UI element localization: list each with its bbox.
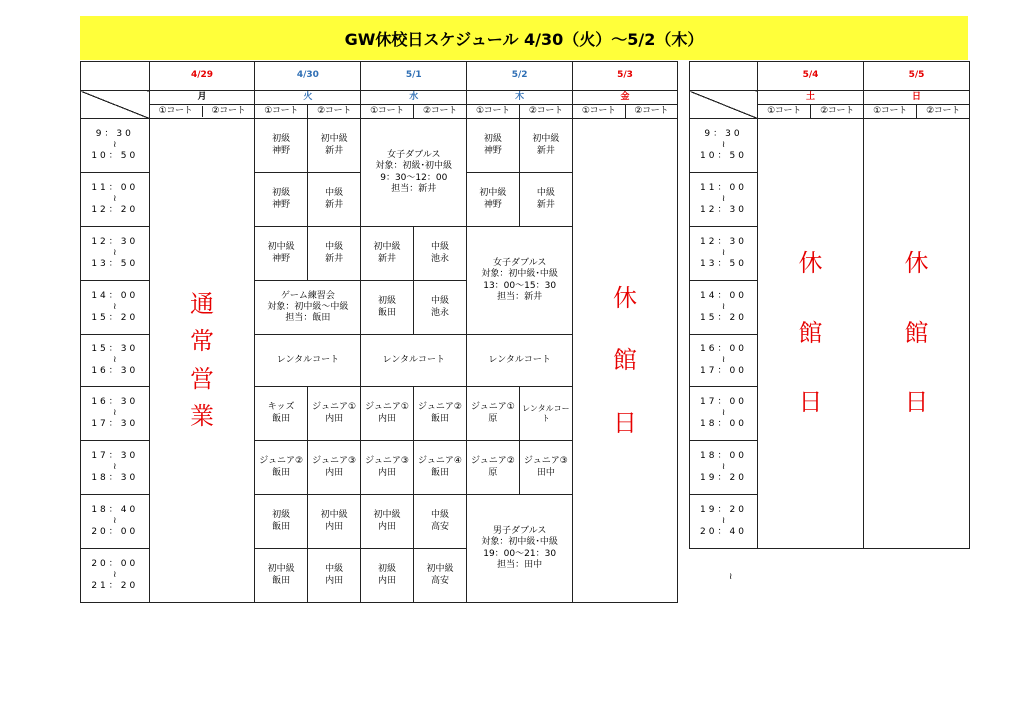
court-label-1: ①コート xyxy=(467,105,519,119)
date-0503: 5/3 xyxy=(573,62,678,91)
class-cell: 初中級 新井 xyxy=(519,119,572,173)
women-doubles-afternoon: 女子ダブルス 対象：初中級･中級 13：00〜15：30 担当：新井 xyxy=(467,227,573,335)
court-label-1: ①コート xyxy=(864,105,917,119)
dow-thu: 木 xyxy=(467,91,573,105)
time-slot: 18：40 ≀ 20：00 xyxy=(81,495,150,549)
regular-char: 通 xyxy=(190,290,214,319)
court-label-2: ②コート xyxy=(917,105,970,119)
time-slot: 14：00 ≀ 15：20 xyxy=(690,281,758,335)
class-cell: ジュニア① 内田 xyxy=(307,387,360,441)
class-cell: 初中級 神野 xyxy=(255,227,307,281)
rental-court: レンタルコート xyxy=(255,335,361,387)
class-cell: 初中級 内田 xyxy=(307,495,360,549)
rental-court: レンタルコート xyxy=(467,335,573,387)
court-label-2: ②コート xyxy=(519,105,572,119)
class-cell: 中級 新井 xyxy=(307,173,360,227)
class-cell: ジュニア② 原 xyxy=(467,441,519,495)
time-slot: 12：30 ≀ 13：50 xyxy=(81,227,150,281)
header-blank xyxy=(81,62,150,91)
time-slot: 20：00 ≀ 21：20 xyxy=(81,549,150,603)
class-cell: 初級 神野 xyxy=(467,119,519,173)
men-doubles: 男子ダブルス 対象：初中級･中級 19：00〜21：30 担当：田中 xyxy=(467,495,573,603)
dow-wed: 水 xyxy=(361,91,467,105)
class-cell: 中級 池永 xyxy=(413,281,466,335)
class-cell: ジュニア③ 田中 xyxy=(519,441,572,495)
court-label-1: ①コート xyxy=(758,105,811,119)
class-cell: ジュニア① 内田 xyxy=(361,387,413,441)
rental-court: レンタルコート xyxy=(361,335,467,387)
class-cell: 初中級 新井 xyxy=(361,227,413,281)
class-cell: 初級 神野 xyxy=(255,119,307,173)
day-0505-closed: 休 館 日 xyxy=(864,119,970,549)
date-0430: 4/30 xyxy=(255,62,361,91)
court-label-2: ②コート xyxy=(413,105,466,119)
class-cell: 初中級 神野 xyxy=(467,173,519,227)
women-doubles-morning: 女子ダブルス 対象：初級･初中級 9：30〜12：00 担当：新井 xyxy=(361,119,467,227)
class-cell: 初級 神野 xyxy=(255,173,307,227)
class-cell: 中級 新井 xyxy=(307,227,360,281)
dow-tue: 火 xyxy=(255,91,361,105)
date-0502: 5/2 xyxy=(467,62,573,91)
court-label-1: ①コート xyxy=(255,105,307,119)
schedule-table-main xyxy=(80,61,678,603)
time-slot: 16：00 ≀ 17：00 xyxy=(690,335,758,387)
class-cell: 中級 新井 xyxy=(519,173,572,227)
day-0504-closed: 休 館 日 xyxy=(758,119,864,549)
rental-court-small: レンタルコート xyxy=(519,387,572,441)
time-slot: 17：00 ≀ 18：00 xyxy=(690,387,758,441)
dow-mon: 月 xyxy=(149,91,255,105)
dow-sat: 土 xyxy=(758,91,864,105)
class-cell: 初中級 飯田 xyxy=(255,549,307,603)
time-slot: 16：30 ≀ 17：30 xyxy=(81,387,150,441)
time-slot: 9：30 ≀ 10：50 xyxy=(690,119,758,173)
class-cell: ジュニア④ 飯田 xyxy=(413,441,466,495)
class-cell: 初級 飯田 xyxy=(255,495,307,549)
time-slot: 12：30 ≀ 13：50 xyxy=(690,227,758,281)
class-cell: 初級 内田 xyxy=(361,549,413,603)
class-cell: ジュニア② 飯田 xyxy=(255,441,307,495)
day-0503-closed: 休 館 日 xyxy=(573,119,678,603)
class-cell: ジュニア③ 内田 xyxy=(361,441,413,495)
time-slot: 14：00 ≀ 15：20 xyxy=(81,281,150,335)
court-header xyxy=(149,105,255,119)
class-cell: 初中級 内田 xyxy=(361,495,413,549)
time-slot: 15：30 ≀ 16：30 xyxy=(81,335,150,387)
time-slot: 18：00 ≀ 19：20 xyxy=(690,441,758,495)
header-blank xyxy=(690,62,758,91)
regular-char: 常 xyxy=(190,327,214,356)
court-label-1: ①コート xyxy=(361,105,413,119)
regular-char: 営 xyxy=(190,364,214,393)
court-label-2: ②コート xyxy=(625,105,677,119)
time-slot: 9：30 ≀ 10：50 xyxy=(81,119,150,173)
class-cell: 中級 高安 xyxy=(413,495,466,549)
class-cell: キッズ 飯田 xyxy=(255,387,307,441)
time-slot: 19：20 ≀ 20：40 xyxy=(690,495,758,549)
court-label-1: ①コート xyxy=(573,105,625,119)
regular-char: 業 xyxy=(190,401,214,430)
header-diagonal xyxy=(690,91,758,119)
time-slot: 11：00 ≀ 12：30 xyxy=(690,173,758,227)
class-cell: ジュニア③ 内田 xyxy=(307,441,360,495)
class-cell: 初中級 新井 xyxy=(307,119,360,173)
class-cell: 中級 内田 xyxy=(307,549,360,603)
class-cell: 中級 池永 xyxy=(413,227,466,281)
court-label-2: ②コート xyxy=(211,105,246,116)
dow-fri: 金 xyxy=(573,91,678,105)
header-diagonal xyxy=(81,91,150,119)
class-cell: ジュニア② 飯田 xyxy=(413,387,466,441)
court-label-2: ②コート xyxy=(307,105,360,119)
day-0429-regular xyxy=(149,119,255,603)
class-cell: 初級 飯田 xyxy=(361,281,413,335)
page-title: GW休校日スケジュール 4/30（火）〜5/2（木） xyxy=(80,16,968,60)
time-slot: 11：00 ≀ 12：20 xyxy=(81,173,150,227)
date-0505: 5/5 xyxy=(864,62,970,91)
class-cell: 初中級 高安 xyxy=(413,549,466,603)
court-label-2: ②コート xyxy=(811,105,864,119)
date-0504: 5/4 xyxy=(758,62,864,91)
court-label-1: ①コート xyxy=(150,106,203,117)
trailing-tilde: ≀ xyxy=(729,572,733,582)
date-0501: 5/1 xyxy=(361,62,467,91)
class-cell: ジュニア① 原 xyxy=(467,387,519,441)
time-slot: 17：30 ≀ 18：30 xyxy=(81,441,150,495)
dow-sun: 日 xyxy=(864,91,970,105)
game-practice: ゲーム練習会 対象：初中級〜中級 担当：飯田 xyxy=(255,281,361,335)
date-0429: 4/29 xyxy=(149,62,255,91)
schedule-table-weekend xyxy=(689,61,970,549)
